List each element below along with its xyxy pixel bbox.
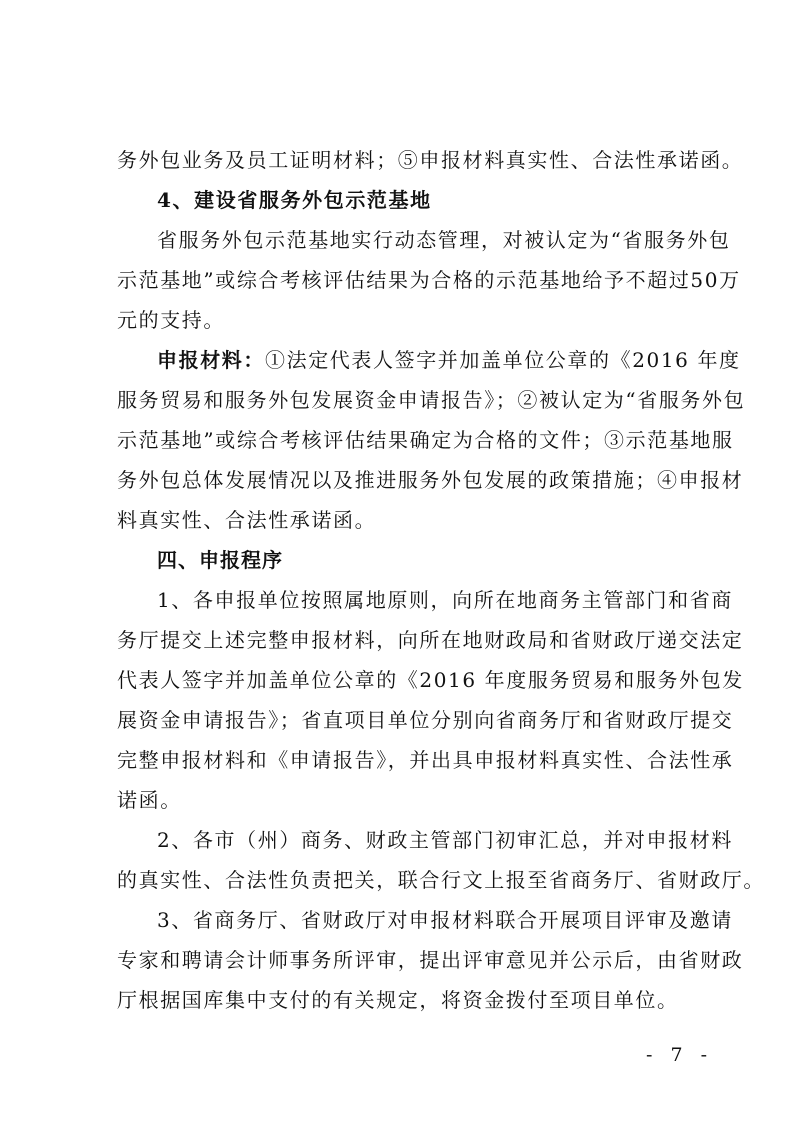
paragraph-line: 的真实性、合法性负责把关，联合行文上报至省商务厅、省财政厅。 <box>117 868 765 892</box>
paragraph-line: 3、省商务厅、省财政厅对申报材料联合开展项目评审及邀请 <box>157 908 733 932</box>
materials-text: ①法定代表人签字并加盖单位公章的《2016 年度 <box>265 348 741 372</box>
subsection-heading: 4、建设省服务外包示范基地 <box>157 188 432 212</box>
paragraph-line: 1、各申报单位按照属地原则，向所在地商务主管部门和省商 <box>157 588 733 612</box>
materials-label: 申报材料： <box>157 348 265 372</box>
paragraph-line: 展资金申请报告》；省直项目单位分别向省商务厅和省财政厅提交 <box>117 708 734 732</box>
page-number: - 7 - <box>646 1044 714 1066</box>
paragraph-line <box>0 340 794 380</box>
paragraph-line: 料真实性、合法性承诺函。 <box>117 508 377 532</box>
paragraph-line: 示范基地”或综合考核评估结果为合格的示范基地给予不超过50万 <box>117 268 741 292</box>
paragraph-line: 务外包业务及员工证明材料；⑤申报材料真实性、合法性承诺函。 <box>117 148 744 172</box>
paragraph-line: 代表人签字并加盖单位公章的《2016 年度服务贸易和服务外包发 <box>117 668 744 692</box>
paragraph-line: 元的支持。 <box>117 308 225 332</box>
paragraph-line: 省服务外包示范基地实行动态管理，对被认定为“省服务外包 <box>157 228 731 252</box>
paragraph-line: 诺函。 <box>117 788 182 812</box>
paragraph-line: 务厅提交上述完整申报材料，向所在地财政局和省财政厅递交法定 <box>117 628 744 652</box>
section-title: 四、申报程序 <box>157 548 283 572</box>
paragraph-line: 2、各市（州）商务、财政主管部门初审汇总，并对申报材料 <box>157 828 733 852</box>
paragraph-line: 厅根据国库集中支付的有关规定，将资金拨付至项目单位。 <box>117 988 679 1012</box>
paragraph-line: 示范基地”或综合考核评估结果确定为合格的文件；③示范基地服 <box>117 428 734 452</box>
paragraph-line: 服务贸易和服务外包发展资金申请报告》；②被认定为“省服务外包 <box>117 388 746 412</box>
paragraph-line: 专家和聘请会计师事务所评审，提出评审意见并公示后，由省财政 <box>117 948 744 972</box>
paragraph-line: 务外包总体发展情况以及推进服务外包发展的政策措施；④申报材 <box>117 468 744 492</box>
paragraph-line: 完整申报材料和《申请报告》，并出具申报材料真实性、合法性承 <box>117 748 734 772</box>
